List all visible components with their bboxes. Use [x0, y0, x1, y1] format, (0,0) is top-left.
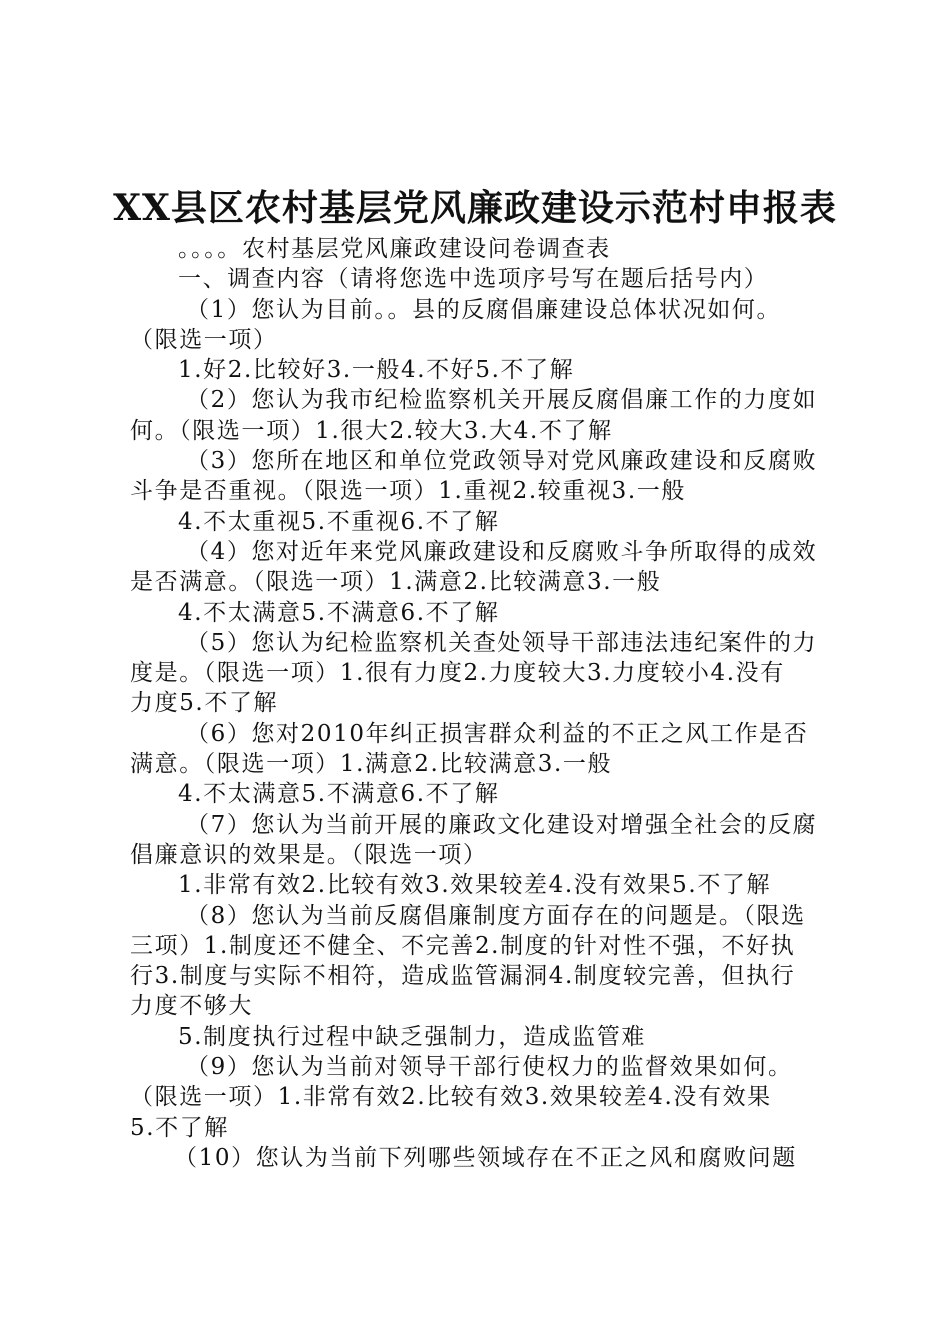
question-4: （4）您对近年来党风廉政建设和反腐败斗争所取得的成效 — [186, 538, 818, 565]
questionnaire-heading: 。。。。农村基层党风廉政建设问卷调查表 — [178, 236, 611, 262]
question-4-cont: 是否满意。（限选一项）1.满意2.比较满意3.一般 — [130, 569, 662, 596]
question-6-cont: 满意。（限选一项）1.满意2.比较满意3.一般 — [130, 751, 613, 778]
question-3-options: 4.不太重视5.不重视6.不了解 — [178, 508, 500, 535]
document-body — [130, 234, 834, 1173]
question-1-cont: （限选一项） — [130, 326, 278, 353]
question-4-options: 4.不太满意5.不满意6.不了解 — [178, 599, 500, 626]
question-2: （2）您认为我市纪检监察机关开展反腐倡廉工作的力度如 — [186, 387, 818, 414]
question-2-cont: 何。（限选一项）1.很大2.较大3.大4.不了解 — [130, 417, 613, 444]
question-9: （9）您认为当前对领导干部行使权力的监督效果如何。 — [186, 1054, 793, 1081]
question-5-cont-2: 力度5.不了解 — [130, 690, 279, 717]
question-8-cont: 三项）1.制度还不健全、不完善2.制度的针对性不强，不好执 — [130, 932, 796, 959]
question-5: （5）您认为纪检监察机关查处领导干部违法违纪案件的力 — [186, 629, 818, 656]
question-9-cont: （限选一项）1.非常有效2.比较有效3.效果较差4.没有效果 — [130, 1084, 772, 1111]
question-1: （1）您认为目前。。县的反腐倡廉建设总体状况如何。 — [186, 296, 782, 323]
question-8: （8）您认为当前反腐倡廉制度方面存在的问题是。（限选 — [186, 902, 806, 929]
question-1-options: 1.好2.比较好3.一般4.不好5.不了解 — [178, 357, 575, 384]
question-7: （7）您认为当前开展的廉政文化建设对增强全社会的反腐 — [186, 811, 818, 838]
question-3: （3）您所在地区和单位党政领导对党风廉政建设和反腐败 — [186, 448, 818, 475]
question-9-cont-2: 5.不了解 — [130, 1114, 229, 1141]
section-heading: 一、调查内容（请将您选中选项序号写在题后括号内） — [178, 266, 769, 293]
question-8-options: 5.制度执行过程中缺乏强制力，造成监管难 — [178, 1023, 646, 1050]
question-6: （6）您对2010年纠正损害群众利益的不正之风工作是否 — [186, 720, 809, 747]
question-7-options: 1.非常有效2.比较有效3.效果较差4.没有效果5.不了解 — [178, 872, 772, 899]
document-title: XX县区农村基层党风廉政建设示范村申报表 — [113, 187, 837, 229]
question-7-cont: 倡廉意识的效果是。（限选一项） — [130, 841, 488, 868]
question-5-cont: 度是。（限选一项）1.很有力度2.力度较大3.力度较小4.没有 — [130, 660, 785, 687]
question-3-cont: 斗争是否重视。（限选一项）1.重视2.较重视3.一般 — [130, 478, 686, 505]
question-10: （10）您认为当前下列哪些领域存在不正之风和腐败问题 — [174, 1144, 797, 1171]
question-6-options: 4.不太满意5.不满意6.不了解 — [178, 781, 500, 808]
question-8-cont-2: 行3.制度与实际不相符，造成监管漏洞4.制度较完善，但执行 — [130, 963, 796, 990]
question-8-cont-3: 力度不够大 — [130, 993, 253, 1020]
